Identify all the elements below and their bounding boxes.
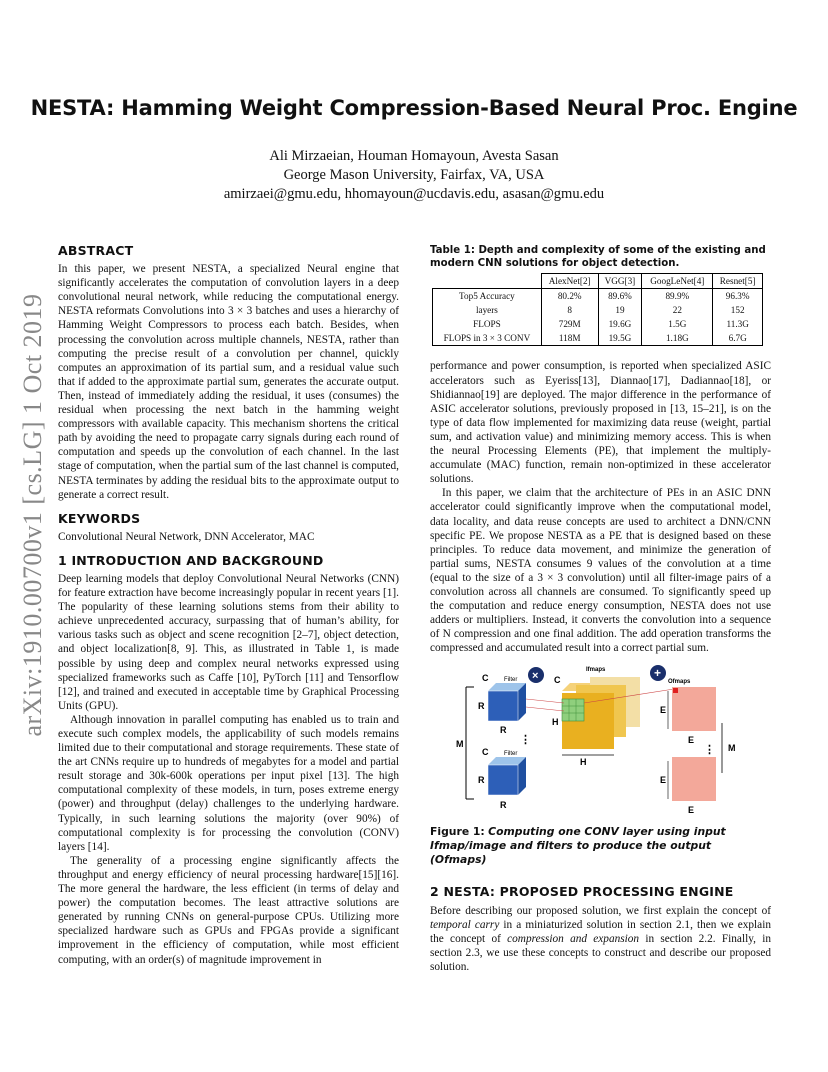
table-row [433, 303, 763, 317]
label-e-ofmap1-side: E [660, 705, 667, 716]
plus-glyph: + [654, 666, 662, 681]
section1-paragraph-5: In this paper, we claim that the architecture of PEs in an ASIC DNN accelerator could significantly improve when the computational model, data locality, and data reuse concepts are used to architect a DNN/CNN specific PE. We propose NESTA as a PE that is designed based on these principles. To reduce data movement, and minimize the generation of partial sums, NESTA consumes 9 values of the convolution at a time (equal to the size of a 3 × 3 convolution) until all filter-image pairs of a convolution across all channels are consumed. To significantly speed up the computation and reduce energy consumption, NESTA does not use adders or multipliers. Instead, it converts the convolution into a sequence of N compression and one final addition. The add operation transforms the compressed and accumulated result into a correct partial sum. [430, 487, 771, 655]
table-row [433, 289, 763, 304]
table-cell: layers [433, 303, 542, 317]
table-cell: 8 [541, 303, 598, 317]
section2-p1-c: in a miniaturized solution in section 2.1, then we explain the concept of [430, 918, 771, 945]
label-c-ifmap: C [554, 675, 561, 686]
table1 [432, 273, 763, 346]
figure1-diagram [430, 663, 771, 823]
right-column [430, 244, 771, 974]
author-block [0, 147, 828, 204]
arxiv-stamp [18, 290, 48, 740]
section1-paragraph-1: Deep learning models that deploy Convolutional Neural Networks (CNN) for feature extraction have become increasingly popular in recent years [1]. The popularity of these learning solutions stems from their ability to achieve unprecedented accuracy, surpassing that of human’s ability, for various tasks such as object and scene recognition [2–7], object detection, and object localization[8, 9]. This, as illustrated in Table 1, is made possible by using deep and complex neural networks expressed using specialized frameworks such as Caffe [10], PyTorch [11] and Tensorflow [12], and trained and executed in acceptable time by Graphical Processing Units (GPU). [58, 572, 399, 712]
table-cell: FLOPS in 3 × 3 CONV [433, 331, 542, 346]
label-c-filter2: C [482, 747, 489, 758]
label-e-ofmap1-bottom: E [688, 735, 695, 746]
label-c-filter1: C [482, 673, 489, 684]
label-e-ofmap2-side: E [660, 775, 667, 786]
filter1-front [488, 691, 518, 721]
section1-heading: 1 INTRODUCTION AND BACKGROUND [58, 552, 324, 568]
table-cell: 96.3% [713, 289, 763, 304]
table-header-cell: Resnet[5] [713, 274, 763, 289]
paper-title: NESTA: Hamming Weight Compression-Based Neural Proc. Engine [30, 96, 798, 120]
section2-p1-d: compression and expansion [507, 932, 640, 945]
table-cell: 1.18G [642, 331, 713, 346]
label-r-filter2-bottom: R [500, 800, 507, 811]
section1-paragraph-2: Although innovation in parallel computing has enabled us to train and execute such complex models, the applicability of such models remains limited due to their computational and storage requirements. These state of the art CNNs require up to hundreds of megabytes for a model and partial result storage and 30k-600k operations per input pixel [13]. The high computational complexity of these models, in turn, poses extreme energy (power) and throughput (delay) challenges to the underlying hardware. Typically, in such learning solutions the majority (over 90%) of computational complexity is for processing the convolution (CONV) layers [14]. [58, 713, 399, 853]
abstract-heading: ABSTRACT [58, 243, 134, 258]
label-filter-1: Filter [504, 677, 518, 684]
keywords-text: Convolutional Neural Network, DNN Accelerator, MAC [58, 530, 315, 543]
table-cell: 80.2% [541, 289, 598, 304]
ofmap-pixel [673, 688, 678, 693]
table-cell: 11.3G [713, 317, 763, 331]
figure1-caption-prefix: Figure 1: [430, 825, 485, 839]
table-cell: 729M [541, 317, 598, 331]
label-h-ifmap-bottom: H [580, 757, 587, 768]
table-header-cell [433, 274, 542, 289]
table-row [433, 331, 763, 346]
label-h-ifmap-side: H [552, 717, 559, 728]
table-cell: FLOPS [433, 317, 542, 331]
label-r-filter2: R [478, 775, 485, 786]
section2-p1-a: Before describing our proposed solution, we first explain the concept of [430, 904, 771, 917]
table-cell: 22 [642, 303, 713, 317]
table-row [433, 317, 763, 331]
section2-paragraph-1 [430, 904, 771, 974]
section1-paragraph-3: The generality of a processing engine significantly affects the throughput and energy efficiency of neural processing hardware[15][16]. The more general the hardware, the less efficient (in terms of delay and power) the computation becomes. The least attractive solutions are generated by running CNNs on general-purpose CPUs. Utilizing more specialized hardware such as GPUs and FPGAs provide a significant improvement in the efficiency of computation, while most efficient computing, with an order(s) of magnitude improvement in [58, 854, 399, 966]
arrow-line [526, 707, 564, 711]
table-cell: 1.5G [642, 317, 713, 331]
ofmap1 [672, 687, 716, 731]
label-filter-2: Filter [504, 751, 518, 758]
figure1-caption [430, 825, 771, 867]
filter2-front [488, 765, 518, 795]
label-m-left: M [456, 739, 464, 750]
author-emails: amirzaei@gmu.edu, hhomayoun@ucdavis.edu, asasan@gmu.edu [223, 186, 605, 202]
table-cell: 89.6% [598, 289, 642, 304]
label-ifmaps: Ifmaps [586, 667, 606, 674]
ofmap-ellipsis: ⋮ [704, 744, 715, 757]
author-names: Ali Mirzaeian, Houman Homayoun, Avesta Sasan [269, 148, 559, 164]
table-cell: 152 [713, 303, 763, 317]
table-header-cell: AlexNet[2] [541, 274, 598, 289]
table-cell: 19.5G [598, 331, 642, 346]
ofmap2 [672, 757, 716, 801]
label-e-ofmap2-bottom: E [688, 805, 695, 816]
table-cell: 6.7G [713, 331, 763, 346]
table-cell: 19 [598, 303, 642, 317]
table-cell: Top5 Accuracy [433, 289, 542, 304]
section2-heading: 2 NESTA: PROPOSED PROCESSING ENGINE [430, 884, 734, 900]
filter-ellipsis: ⋮ [520, 734, 531, 747]
arxiv-stamp-text: arXiv:1910.00700v1 [cs.LG] 1 Oct 2019 [18, 293, 47, 737]
table-cell: 118M [541, 331, 598, 346]
label-r-filter1: R [478, 701, 485, 712]
multiply-glyph: × [532, 670, 539, 683]
keywords-heading: KEYWORDS [58, 510, 141, 526]
figure1 [430, 663, 771, 823]
label-ofmaps: Ofmaps [668, 679, 691, 686]
left-column [58, 244, 399, 967]
section1-paragraph-4: performance and power consumption, is reported when specialized ASIC accelerators such as Eyeriss[13], Diannao[17], Dadiannao[18], or Shidiannao[19] are deployed. The major difference in the performance of ASIC accelerator solutions, previously proposed in [13, 15–21], is on the type of data flow implemented for maximizing data reuse (weight, partial sum, and activation value) and minimizing memory access. This is when the neural Processing Elements (PE), that implement the multiply-accumulate (MAC) function, remain non-optimized in these accelerator solutions. [430, 360, 771, 486]
table-cell: 89.9% [642, 289, 713, 304]
ifmap-window [562, 699, 584, 721]
table-header-cell: VGG[3] [598, 274, 642, 289]
table1-caption: Table 1: Depth and complexity of some of the existing and modern CNN solutions for object detection. [430, 245, 766, 269]
abstract-text: In this paper, we present NESTA, a specialized Neural engine that significantly accelerates the computation of convolution layers in a deep convolutional neural network, while reducing the computational energy. NESTA reformats Convolutions into 3 × 3 batches and uses a hierarchy of Hamming Weight Compressors to process each batch. Besides, when processing the convolution across multiple channels, NESTA, rather than computing the precise result of a convolution per channel, quickly computes an approximation of its partial sum, and a residual value such that if added to the approximate partial sum, generates the accurate output. Then, instead of immediately adding the residual, it uses (consumes) the residual when processing the next batch in the hamming weight compressors with available capacity. This mechanism shortens the critical path by avoiding the need to propagate carry signals during each round of computation and speeds up the convolution of each channel. In the last stage of computation, when the partial sum of the last channel is computed, NESTA terminates by adding the residual bits to the approximate output to generate a correct result. [58, 263, 399, 501]
label-m-right: M [728, 743, 736, 754]
arrow-line [526, 699, 564, 703]
author-affiliation: George Mason University, Fairfax, VA, USA [283, 167, 545, 183]
figure1-caption-text: Computing one CONV layer using input Ifmap/image and filters to produce the output (Ofmaps) [430, 825, 726, 867]
table-header-row [433, 274, 763, 289]
table-cell: 19.6G [598, 317, 642, 331]
section2-p1-b: temporal carry [430, 918, 500, 931]
table-header-cell: GoogLeNet[4] [642, 274, 713, 289]
section2-p1-e: in section 2.2. Finally, in section 2.3, we use these concepts to construct and describe our proposed solution. [430, 932, 772, 973]
label-r-filter1-bottom: R [500, 725, 507, 736]
